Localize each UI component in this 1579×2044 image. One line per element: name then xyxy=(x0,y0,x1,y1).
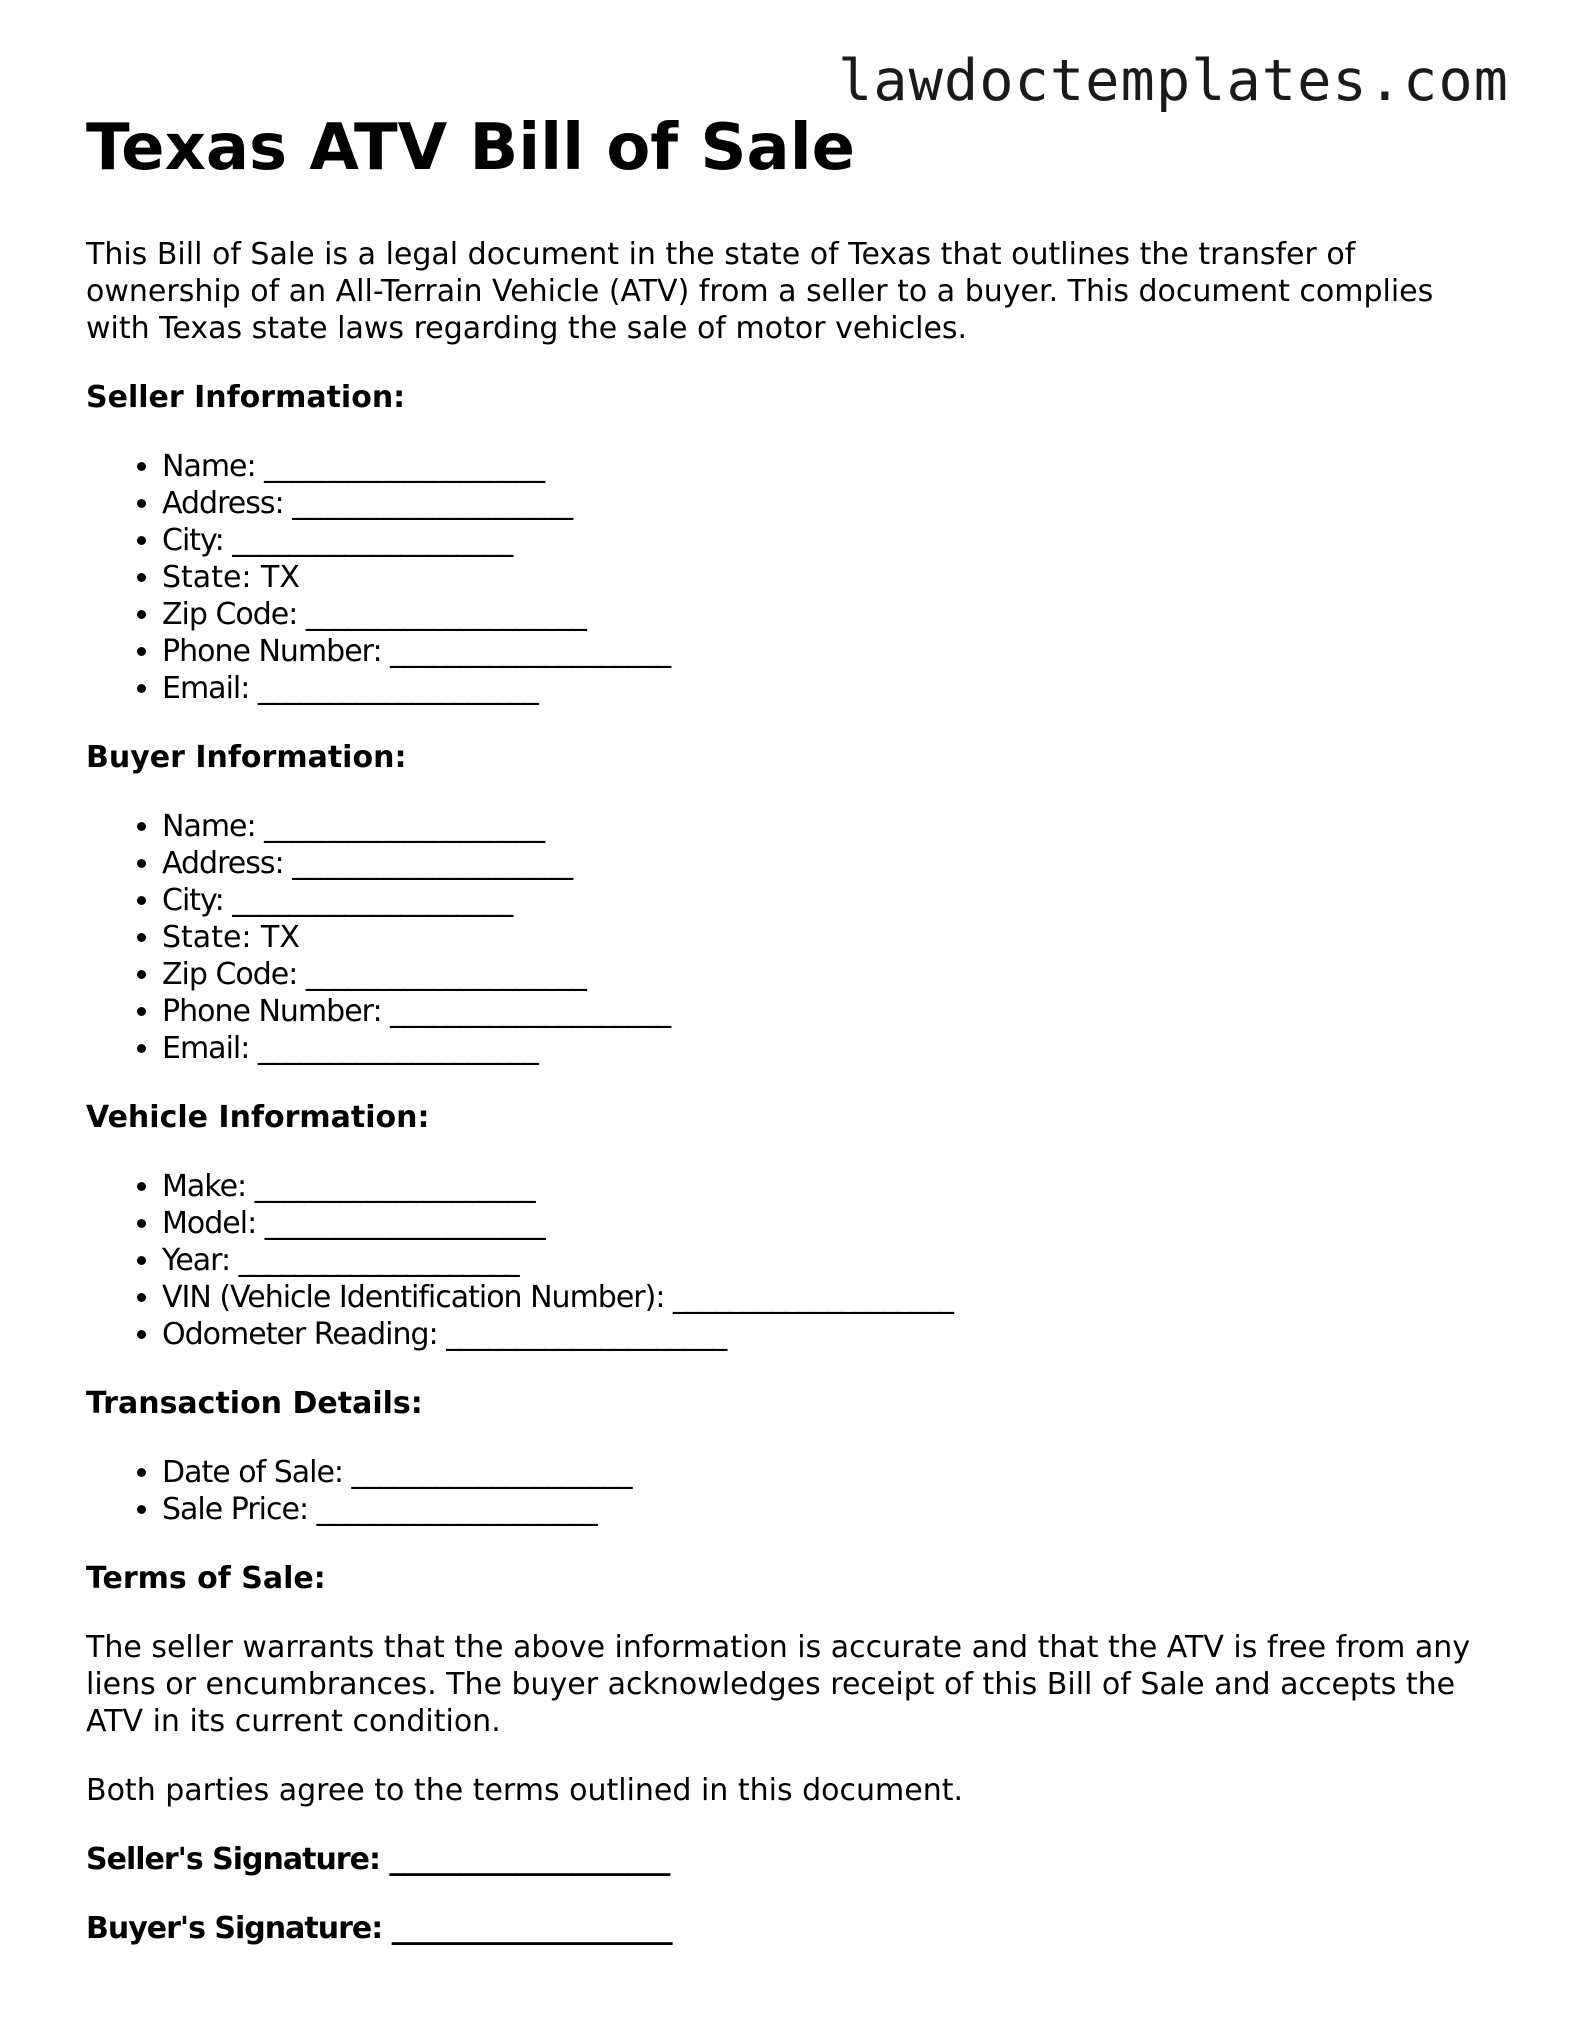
seller-phone-field: • Phone Number: ____________________ xyxy=(162,633,1506,670)
vehicle-section-heading: Vehicle Information: xyxy=(86,1100,430,1135)
seller-signature-line: Seller's Signature: ____________________ xyxy=(86,1842,670,1877)
buyer-name-field: • Name: ____________________ xyxy=(162,808,1506,845)
seller-section-heading: Seller Information: xyxy=(86,380,406,415)
seller-state-field: • State: TX xyxy=(162,559,1506,596)
vehicle-vin-field: • VIN (Vehicle Identification Number): ____________________ xyxy=(162,1279,1506,1316)
transaction-section-heading: Transaction Details: xyxy=(86,1386,423,1421)
document-page xyxy=(86,108,1506,1979)
seller-email-field: • Email: ____________________ xyxy=(162,670,1506,707)
watermark-text: lawdoctemplates.com xyxy=(837,48,1509,114)
vehicle-odometer-field: • Odometer Reading: ____________________ xyxy=(162,1316,1506,1353)
seller-city-field: • City: ____________________ xyxy=(162,522,1506,559)
vehicle-year-field: • Year: ____________________ xyxy=(162,1242,1506,1279)
vehicle-model-field: • Model: ____________________ xyxy=(162,1205,1506,1242)
buyer-city-field: • City: ____________________ xyxy=(162,882,1506,919)
intro-paragraph: This Bill of Sale is a legal document in the state of Texas that outlines the transfer of ownership of an All-Terrain Vehicle (ATV) from a seller to a buyer. This document complies with Texas state laws regarding the sale of motor vehicles. xyxy=(86,237,1434,346)
agreement-paragraph: Both parties agree to the terms outlined in this document. xyxy=(86,1773,964,1808)
seller-name-field: • Name: ____________________ xyxy=(162,448,1506,485)
document-title: Texas ATV Bill of Sale xyxy=(86,111,856,185)
seller-zip-field: • Zip Code: ____________________ xyxy=(162,596,1506,633)
buyer-phone-field: • Phone Number: ____________________ xyxy=(162,993,1506,1030)
buyer-email-field: • Email: ____________________ xyxy=(162,1030,1506,1067)
buyer-field-list xyxy=(86,808,1506,1067)
buyer-state-field: • State: TX xyxy=(162,919,1506,956)
transaction-field-list xyxy=(86,1454,1506,1528)
buyer-address-field: • Address: ____________________ xyxy=(162,845,1506,882)
seller-address-field: • Address: ____________________ xyxy=(162,485,1506,522)
sale-date-field: • Date of Sale: ____________________ xyxy=(162,1454,1506,1491)
vehicle-field-list xyxy=(86,1168,1506,1353)
terms-paragraph: The seller warrants that the above information is accurate and that the ATV is free from any liens or encumbrances. The buyer acknowledges receipt of this Bill of Sale and accepts the ATV in its current condition. xyxy=(86,1630,1471,1739)
vehicle-make-field: • Make: ____________________ xyxy=(162,1168,1506,1205)
terms-section-heading: Terms of Sale: xyxy=(86,1561,326,1596)
buyer-signature-line: Buyer's Signature: ____________________ xyxy=(86,1911,672,1946)
seller-field-list xyxy=(86,448,1506,707)
buyer-section-heading: Buyer Information: xyxy=(86,740,407,775)
buyer-zip-field: • Zip Code: ____________________ xyxy=(162,956,1506,993)
sale-price-field: • Sale Price: ____________________ xyxy=(162,1491,1506,1528)
